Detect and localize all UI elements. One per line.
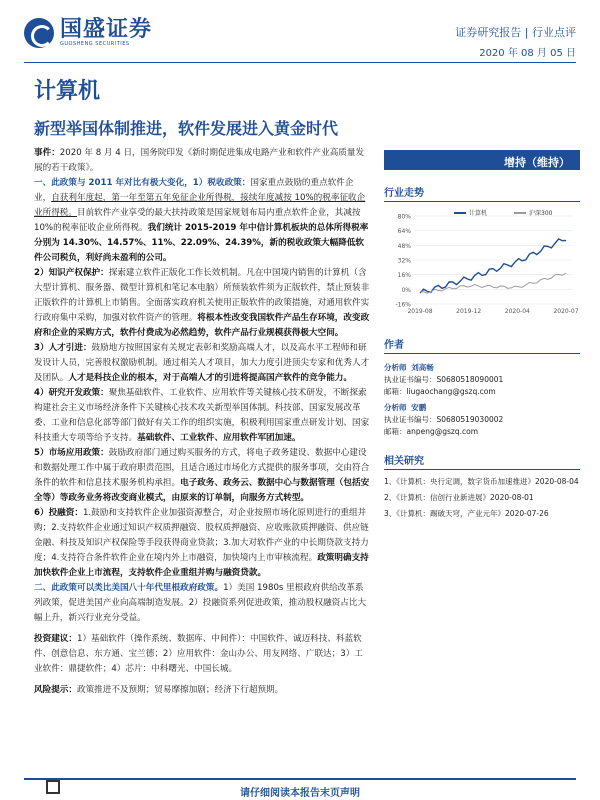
paragraph-risk (34, 683, 370, 698)
y-tick-label: 32% (397, 257, 411, 265)
paragraph-heading: 5）市场应用政策： (34, 448, 109, 458)
x-tick-label: 2020-07 (553, 308, 579, 315)
paragraph-us-comparison (34, 581, 370, 626)
analyst-cert: 执业证书编号：S0680519030002 (384, 415, 504, 424)
paragraph-text: 目前软件产业享受的最大扶持政策是国家规划布局内重点软件企业，其减按 10%的税率征收企业所得税。 (34, 208, 361, 233)
paragraph-underlined: 自获利年度起，第一年至第五年免征企业所得税，接续年度减按 10%的税率征收企业所得税。 (34, 193, 366, 218)
paragraph-rd (34, 386, 370, 446)
analyst-role: 分析师 (384, 403, 407, 412)
y-tick-label: 64% (397, 228, 411, 236)
paragraph-text: 1.鼓励和支持软件企业加强资源整合，对企业按照市场化原则进行的重组并购；2.支持软件企业通过知识产权质押融资、股权质押融资、应收账款质押融资、供应链金融、科技及知识产权保险等手段获得商业贷款；3.加大对软件产业的中长期贷款支持力度；4.支持符合条件软件企业在境内外上市融资，加快境内上市审核流程。 (34, 508, 369, 563)
event-label: 事件： (34, 148, 60, 158)
y-tick-label: 80% (397, 213, 411, 221)
analyst-name: 刘高畅 (411, 363, 434, 372)
paragraph-market (34, 446, 370, 506)
paragraph-text: 1）美国 1980s 里根政府供给改革系列政策，促进美国产业向高端制造发展。2）投融资系列促进政策，推动股权融资占比大幅上升，新兴行业充分受益。 (34, 583, 367, 623)
paragraph-heading: 3）人才引进： (34, 343, 92, 353)
industry-title: 计算机 (34, 79, 101, 104)
paragraph-emphasis: 我们统计 2015-2019 年中信计算机板块的总体所得税率分别为 14.30%、14.57%、11%、22.09%、24.39%，新的税收政策大幅降低软件公司税负，利好尚未盈利的公司。 (34, 223, 369, 263)
y-tick-label: 16% (397, 272, 411, 280)
paragraph-emphasis: 基础软件、工业软件、应用软件军团加速。 (137, 433, 301, 443)
sidebar (384, 150, 580, 522)
paragraph-text: 政策推进不及预期；贸易摩擦加剧；经济下行超预期。 (76, 685, 284, 695)
paragraph-tax (34, 176, 370, 266)
analyst-name: 安鹏 (411, 403, 427, 412)
paragraph-heading: 6）投融资： (34, 508, 83, 518)
brand-name: 国盛证券 (60, 17, 153, 42)
legend-label: 计算机 (469, 210, 488, 217)
related-item[interactable]: 1、《计算机：央行定调，数字货币加速推进》2020-08-04 (384, 477, 579, 486)
related-heading: 相关研究 (384, 452, 580, 470)
paragraph-talent (34, 341, 370, 386)
paragraph-heading: 二、此政策可以类比美国八十年代里根政府政策。 (34, 583, 224, 593)
rating-badge: 增持（维持） (384, 150, 580, 170)
paragraph-ip (34, 266, 370, 341)
y-tick-label: -16% (395, 301, 411, 309)
paragraph-text: 国家重点鼓励的重点软件企业， (34, 178, 354, 203)
brand-logo-icon (24, 18, 54, 48)
footer-disclaimer: 请仔细阅读本报告末页声明 (240, 788, 360, 799)
authors-heading: 作者 (384, 336, 580, 354)
report-type: 证券研究报告 | 行业点评 (455, 26, 576, 39)
paragraph-heading: 风险提示： (34, 685, 77, 695)
x-tick-label: 2020-04 (504, 308, 530, 315)
brand-logo (24, 18, 152, 48)
y-tick-label: 48% (397, 242, 411, 250)
brand-subtitle: GUOSHENG SECURITIES (60, 41, 130, 47)
paragraph-emphasis: 电子政务、政务云、数据中心与数据管理（包括安全等）等政务业务将改变商业模式，由原来的订单制，向服务方式转型。 (34, 478, 370, 503)
report-date: 2020 年 08 月 05 日 (479, 48, 576, 59)
report-body (34, 146, 370, 698)
event-text: 2020 年 8 月 4 日，国务院印发《新时期促进集成电路产业和软件产业高质量发展的若干政策》。 (34, 148, 365, 173)
related-item[interactable]: 3、《计算机：踢破天穹，产业元年》2020-07-26 (384, 509, 549, 518)
paragraph-emphasis: 将根本性改变我国软件产品生存环境，改变政府和企业的采购方式，软件付费成为必然趋势，软件产品行业规模获得极大空间。 (34, 313, 370, 338)
related-list (384, 474, 580, 522)
analyst-cert: 执业证书编号：S0680518090001 (384, 375, 504, 384)
analyst-email[interactable]: 邮箱：anpeng@gszq.com (384, 427, 479, 436)
trend-heading: 行业走势 (384, 184, 580, 202)
paragraph-investment (34, 632, 370, 677)
paragraph-heading: 4）研究开发政策： (34, 388, 109, 398)
x-tick-label: 2019-12 (456, 308, 482, 315)
series-line (420, 273, 566, 293)
footer-divider (24, 778, 576, 780)
analyst-card (384, 362, 580, 438)
report-title: 新型举国体制推进，软件发展进入黄金时代 (34, 119, 339, 138)
x-tick-label: 2019-08 (407, 308, 433, 315)
paragraph-text: 探索建立软件正版化工作长效机制。凡在中国境内销售的计算机（含大型计算机、服务器、微型计算机和笔记本电脑）所预装软件须为正版软件，禁止预装非正版软件的计算机上市销售。全面落实政府机关使用正版软件的政策措施，对通用软件实行政府集中采购，加强对软件资产的管理。 (34, 268, 370, 323)
report-header (0, 0, 600, 60)
paragraph-text: 鼓励政府部门通过购买服务的方式，将电子政务建设、数据中心建设和数据处理工作中属于政府职责范围，且适合通过市场化方式提供的服务事项，交由符合条件的软件和信息技术服务机构承担。 (34, 448, 370, 488)
y-tick-label: 0% (401, 286, 411, 294)
paragraph-heading: 投资建议： (34, 634, 77, 644)
paragraph-text: 聚焦基础软件、工业软件、应用软件等关键核心技术研发，不断探索构建社会主义市场经济条件下关键核心技术攻关新型举国体制。科技部、国家发展改革委、工业和信息化部等部门做好有关工作的组织实施，积极利用国家重点研发计划、国家科技重大专项等给予支持。 (34, 388, 370, 443)
header-divider (24, 62, 576, 63)
trend-chart (384, 208, 580, 318)
paragraph-heading: 一、此政策与 2011 年对比有极大变化，1）税收政策： (34, 178, 251, 188)
related-item[interactable]: 2、《计算机：信创行业新进展》2020-08-01 (384, 493, 534, 502)
series-line (420, 239, 566, 293)
analyst-role: 分析师 (384, 363, 407, 372)
paragraph-text: 鼓励地方按照国家有关规定表彰和奖励高端人才，以及高水平工程师和研发设计人员，完善股权激励机制。通过相关人才项目，加大力度引进顶尖专家和优秀人才及团队。 (34, 343, 370, 383)
analyst-email[interactable]: 邮箱：liugaochang@gszq.com (384, 387, 496, 396)
paragraph-emphasis: 政策明确支持加快软件企业上市流程，支持软件企业重组并购与融资贷款。 (34, 553, 369, 578)
paragraph-text: 1）基础软件（操作系统、数据库、中间件）：中国软件、诚迈科技、科蓝软件、创意信息、东方通、宝兰德；2）应用软件：金山办公、用友网络、广联达；3）工业软件：鼎捷软件；4）芯片：中科曙光、中国长城。 (34, 634, 363, 674)
event-paragraph (34, 146, 370, 176)
legend-label: 沪深300 (529, 210, 553, 217)
paragraph-emphasis: 人才是科技企业的根本，对于高端人才的引进将提高国产软件的竞争能力。 (68, 373, 352, 383)
paragraph-heading: 2）知识产权保护： (34, 268, 109, 278)
paragraph-financing (34, 506, 370, 581)
